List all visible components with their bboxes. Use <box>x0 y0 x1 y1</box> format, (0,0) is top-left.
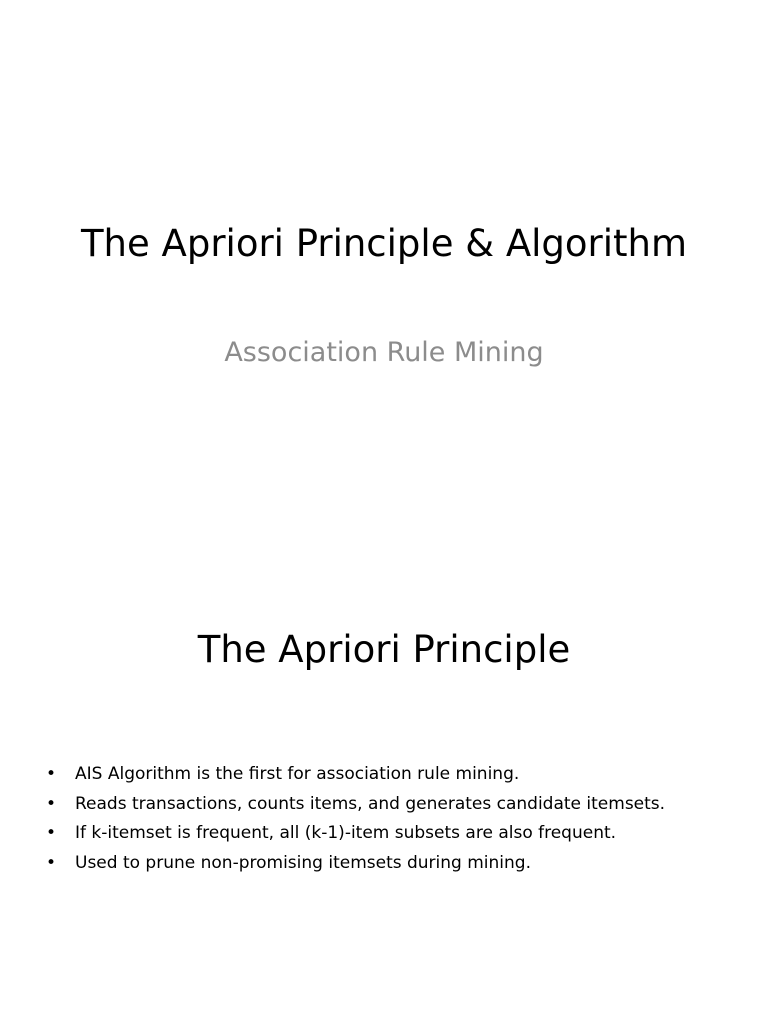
bullet-item <box>46 760 665 790</box>
slide-title: The Apriori Principle <box>197 628 571 671</box>
bullet-icon: • <box>46 823 57 843</box>
bullet-text: AIS Algorithm is the first for association rule mining. <box>75 764 520 784</box>
bullet-icon: • <box>46 793 57 814</box>
bullet-item <box>46 819 665 849</box>
bullet-list <box>46 760 665 878</box>
bullet-text: If k-itemset is frequent, all (k-1)-item subsets are also frequent. <box>75 823 617 843</box>
bullet-item <box>46 790 665 820</box>
bullet-icon: • <box>46 852 57 873</box>
content-slide <box>0 512 768 1024</box>
bullet-text: Used to prune non-promising itemsets during mining. <box>75 852 531 873</box>
bullet-item <box>46 849 665 879</box>
bullet-text: Reads transactions, counts items, and generates candidate itemsets. <box>75 793 666 814</box>
bullet-icon: • <box>46 764 57 784</box>
slide-subtitle: Association Rule Mining <box>224 337 544 368</box>
slide-title: The Apriori Principle & Algorithm <box>80 222 688 265</box>
